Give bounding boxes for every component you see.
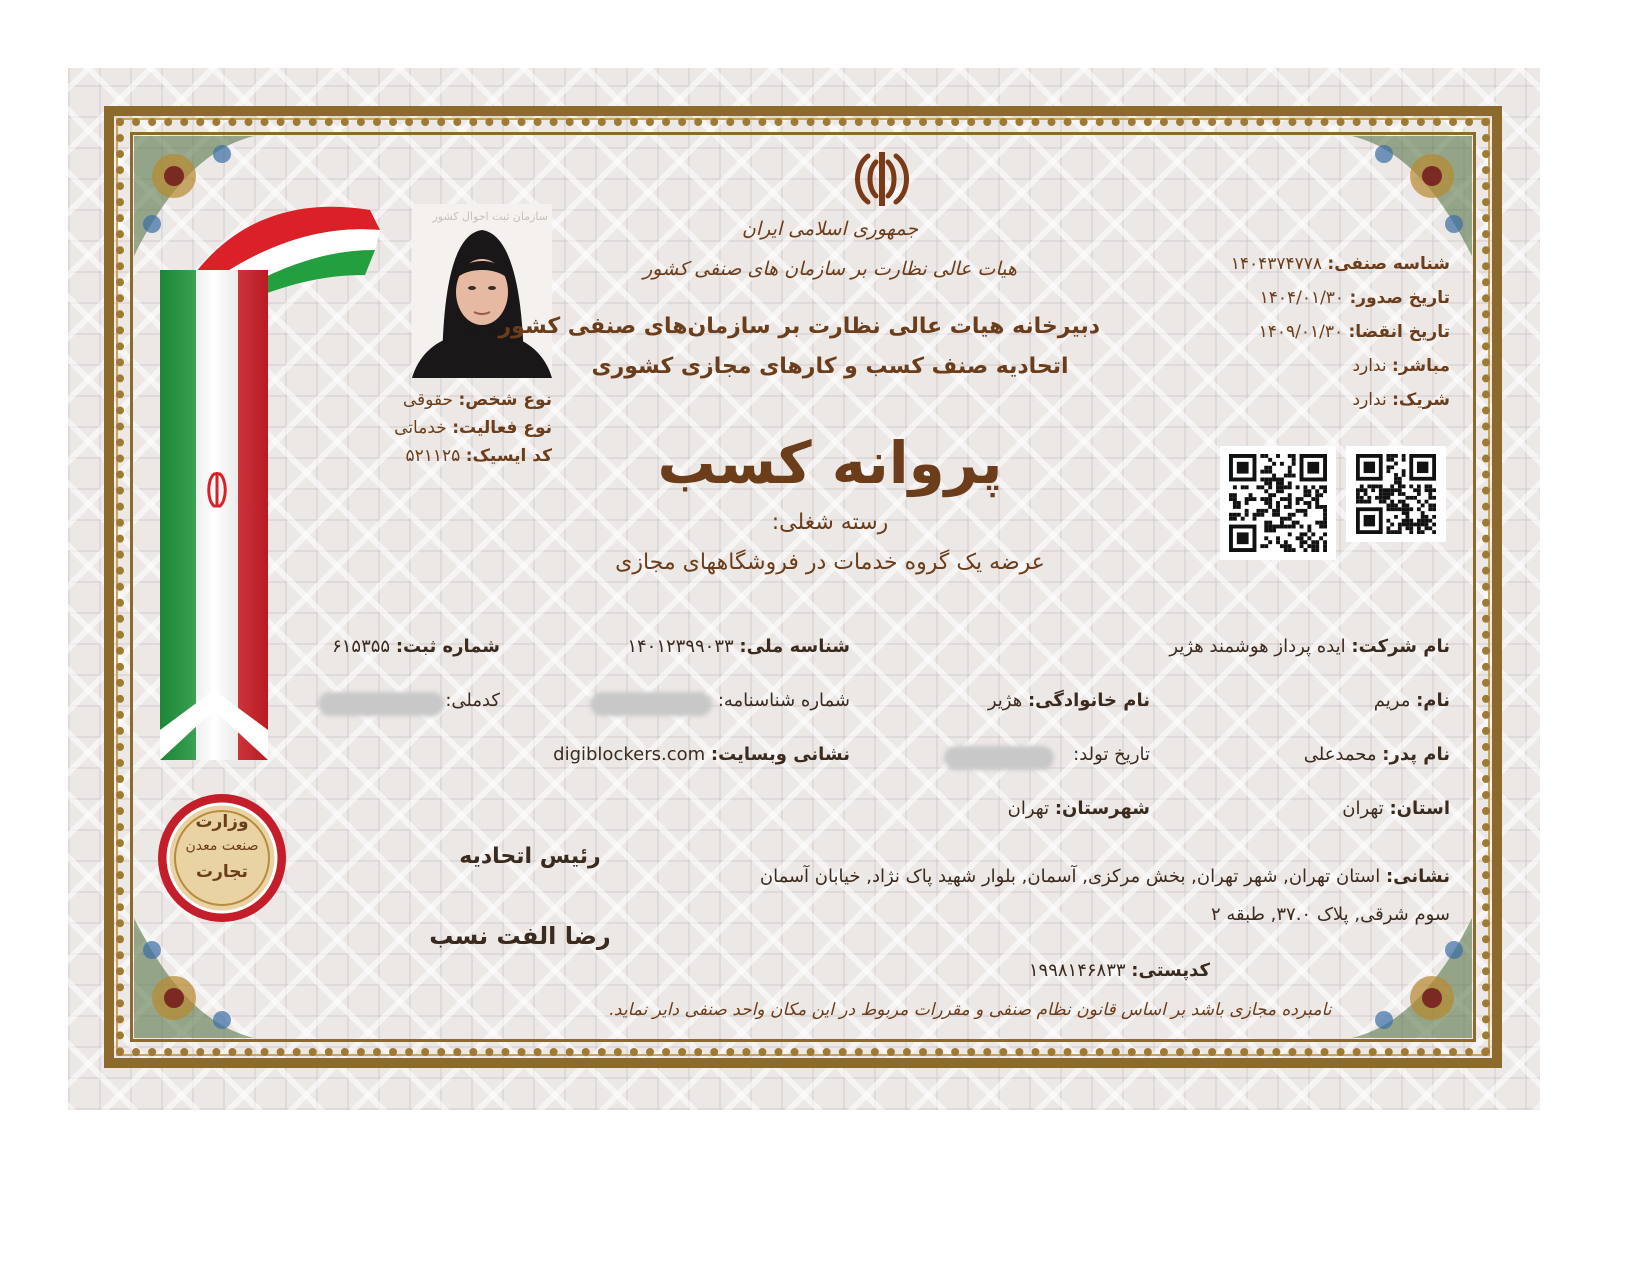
website[interactable]: نشانی وبسایت: digiblockers.com (553, 744, 850, 765)
company-name: نام شرکت: ایده پرداز هوشمند هژیر (1169, 636, 1450, 657)
province: استان: تهران (1342, 798, 1450, 819)
partner: شریک: ندارد (1352, 390, 1450, 410)
family-name: نام خانوادگی: هژیر (987, 690, 1150, 711)
address-line-1: نشانی: استان تهران, شهر تهران, بخش مرکزی, آسمان, بلوار شهید پاک نژاد, خیابان آسمان (759, 866, 1450, 887)
isic-code: کد ایسیک: ۵۲۱۱۲۵ (405, 446, 552, 466)
operator: مباشر: ندارد (1352, 356, 1450, 376)
seal-line-3: تجارت (196, 862, 248, 882)
category-value: عرضه یک گروه خدمات در فروشگاههای مجازی (615, 550, 1045, 575)
document-title: پروانه کسب (657, 429, 1003, 497)
national-code-label: کدملی: (445, 690, 500, 711)
category-label: رسته شغلی: (771, 510, 889, 535)
postal-code: کدپستی: ۱۹۹۸۱۴۶۸۳۳ (1028, 960, 1210, 981)
qr-code-icon (1354, 454, 1438, 534)
activity-type: نوع فعالیت: خدماتی (394, 418, 552, 438)
id-number-label: شماره شناسنامه: (717, 690, 850, 711)
secretariat-title: دبیرخانه هیات عالی نظارت بر سازمان‌های صنفی کشور (498, 314, 1100, 339)
redacted-id-number (590, 692, 712, 716)
seal-line-1: وزارت (195, 812, 249, 832)
corner-ornament-icon (1352, 918, 1472, 1038)
union-title: اتحادیه صنف کسب و کارهای مجازی کشوری (591, 354, 1069, 379)
qr-code-icon (1228, 454, 1328, 552)
signature-title: رئیس اتحادیه (459, 844, 601, 869)
ministry-seal (154, 790, 290, 926)
photo-watermark: سازمان ثبت احوال کشور (432, 210, 548, 223)
person-avatar-icon (412, 204, 552, 378)
holder-photo (412, 204, 552, 378)
registration-number: شماره ثبت: ۶۱۵۳۵۵ (332, 636, 500, 657)
signature-name: رضا الفت نسب (429, 922, 611, 950)
corner-ornament-icon (1352, 136, 1472, 256)
county: شهرستان: تهران (1007, 798, 1150, 819)
person-type: نوع شخص: حقوقی (402, 390, 552, 410)
issue-date: تاریخ صدور: ۱۴۰۴/۰۱/۳۰ (1259, 288, 1450, 308)
corner-ornament-icon (134, 918, 254, 1038)
qr-code-left[interactable] (1220, 446, 1336, 560)
qr-code-right[interactable] (1346, 446, 1446, 542)
national-id: شناسه ملی: ۱۴۰۱۲۳۹۹۰۳۳ (627, 636, 850, 657)
first-name: نام: مریم (1373, 690, 1450, 711)
redacted-birth-date (944, 746, 1054, 770)
father-name: نام پدر: محمدعلی (1303, 744, 1450, 765)
board-script-title: هیات عالی نظارت بر سازمان های صنفی کشور (643, 258, 1017, 280)
redacted-national-code (318, 692, 444, 716)
guild-id: شناسه صنفی: ۱۴۰۴۳۷۴۷۷۸ (1230, 254, 1450, 274)
expiry-date: تاریخ انقضا: ۱۴۰۹/۰۱/۳۰ (1258, 322, 1450, 342)
iran-emblem-icon (850, 148, 914, 210)
seal-line-2: صنعت معدن (185, 838, 259, 854)
address-line-2: سوم شرقی, پلاک ۳۷.۰, طبقه ۲ (1211, 904, 1450, 925)
republic-title: جمهوری اسلامی ایران (741, 218, 919, 240)
birth-date-label: تاریخ تولد: (1073, 744, 1150, 765)
footer-note: نامبرده مجازی باشد بر اساس قانون نظام صنفی و مقررات مربوط در این مکان واحد صنفی دایر نماید. (608, 1000, 1332, 1020)
